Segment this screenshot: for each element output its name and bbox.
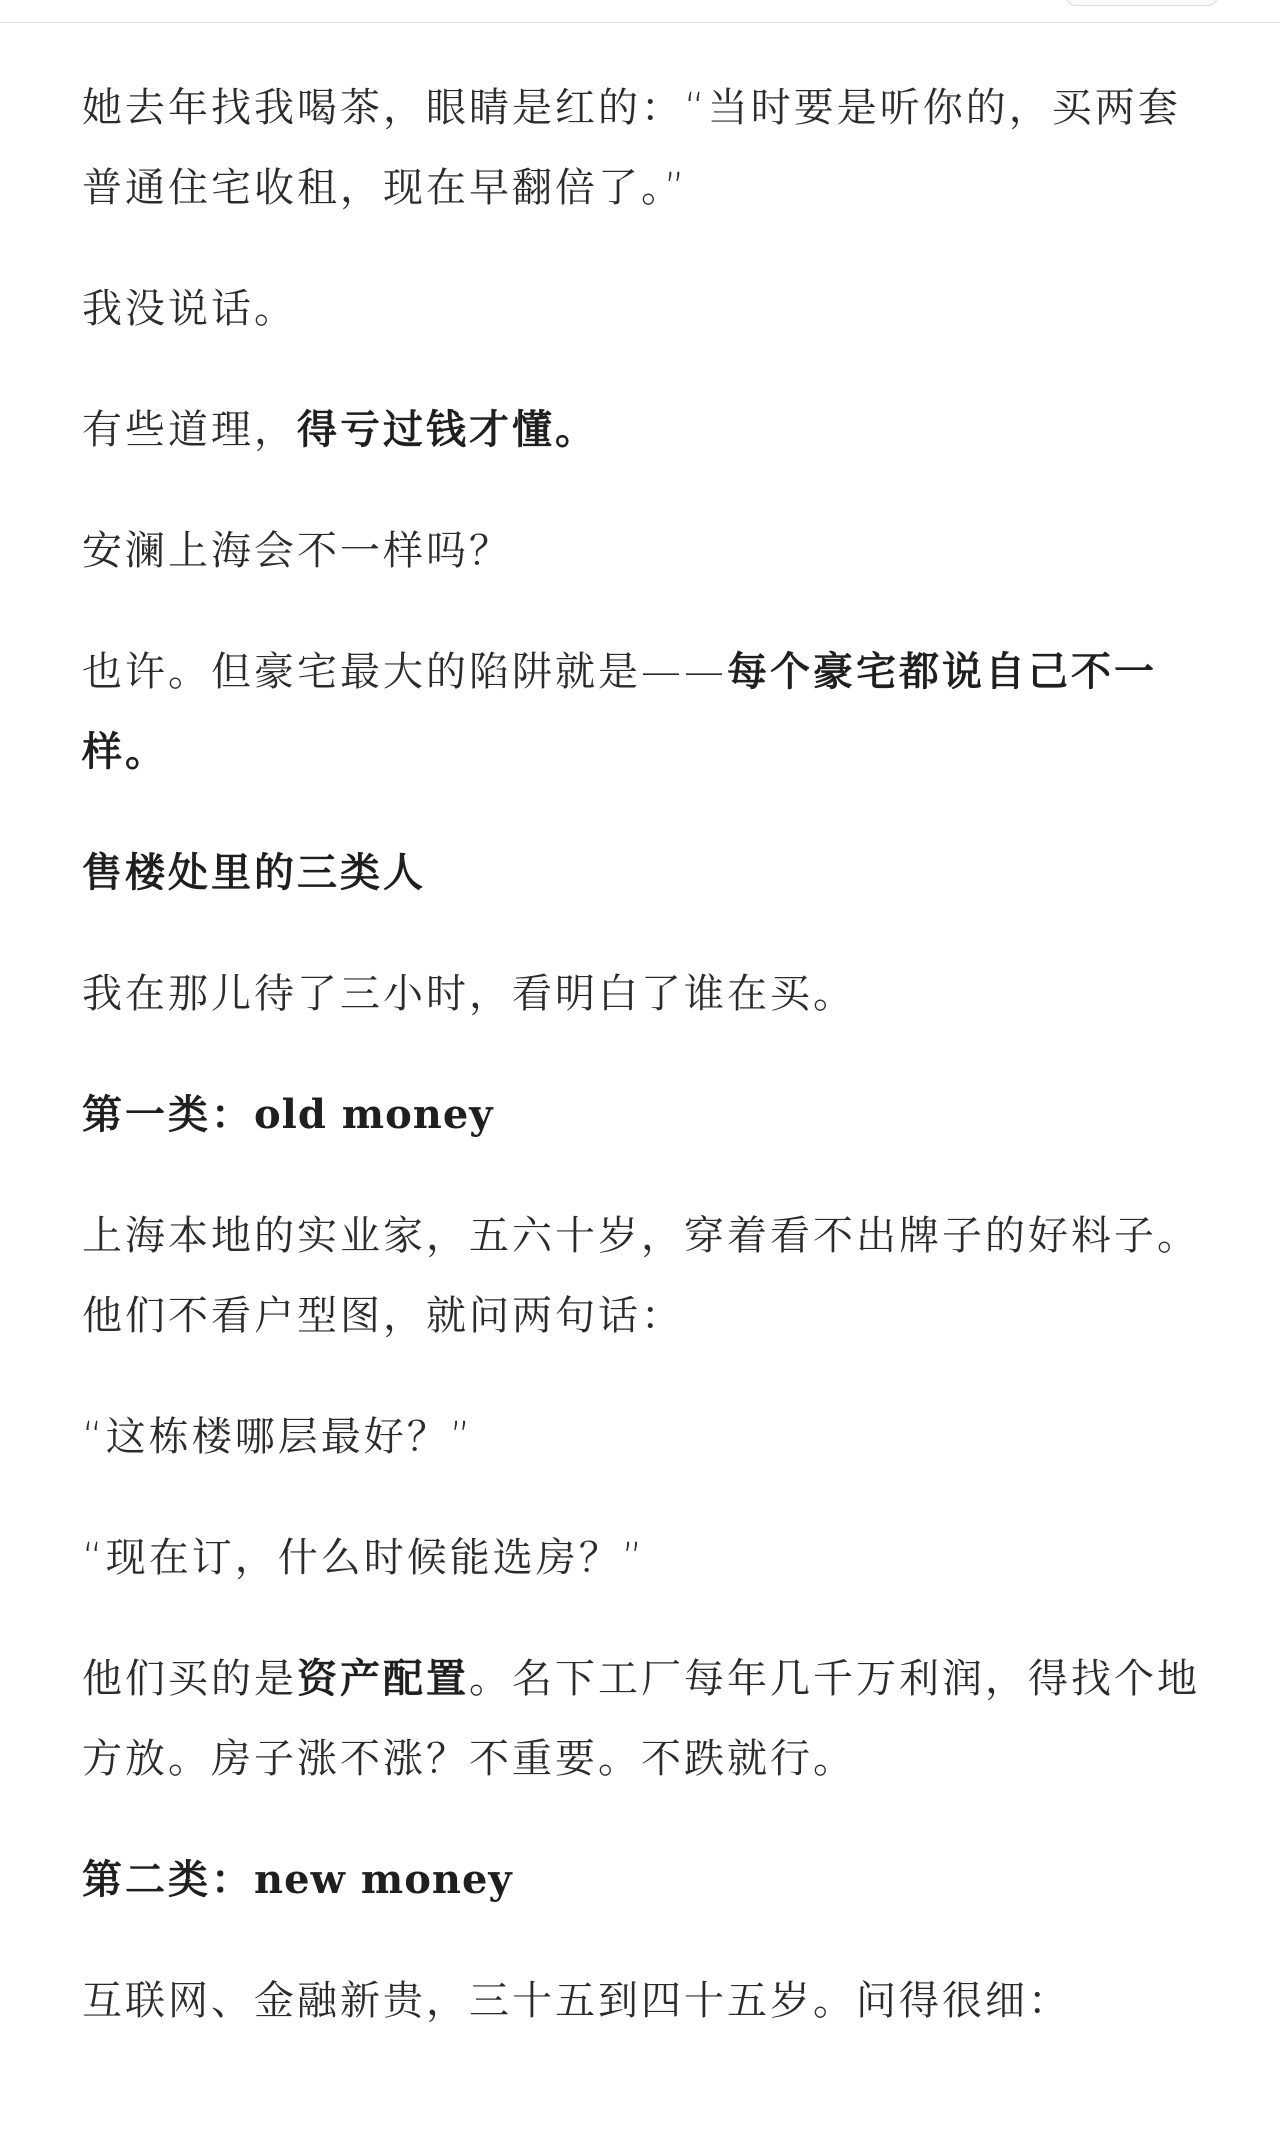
paragraph — [82, 1397, 1202, 1477]
paragraph — [82, 1639, 1202, 1799]
article-body — [82, 68, 1202, 2082]
subsection-heading — [82, 1075, 1202, 1155]
paragraph — [82, 1196, 1202, 1356]
heading-text: 第一类： — [82, 1092, 254, 1138]
heading-latin-text: new money — [254, 1856, 513, 1903]
paragraph-text: 互联网、金融新贵，三十五到四十五岁。问得很细： — [82, 1978, 1071, 2024]
top-pill[interactable] — [1066, 0, 1218, 6]
bold-text: 每个豪宅都说自己不一样。 — [82, 649, 1157, 775]
heading-text: 售楼处里的三类人 — [82, 850, 426, 896]
paragraph-text: 有些道理， — [82, 407, 297, 453]
heading-text: 第二类： — [82, 1857, 254, 1903]
paragraph-text: 他们买的是 — [82, 1656, 297, 1702]
paragraph — [82, 632, 1202, 792]
paragraph — [82, 1961, 1202, 2041]
quote-text: “这栋楼哪层最好？” — [82, 1414, 474, 1460]
top-bar — [0, 0, 1280, 23]
paragraph-text: 安澜上海会不一样吗？ — [82, 528, 512, 574]
paragraph — [82, 954, 1202, 1034]
paragraph — [82, 390, 1202, 470]
paragraph-text: 。名下工厂每年几千万利润，得找个地方放。房子涨不涨？不重要。不跌就行。 — [82, 1656, 1200, 1782]
quote-text: “现在订，什么时候能选房？” — [82, 1535, 646, 1581]
section-heading — [82, 833, 1202, 913]
paragraph-text: 也许。但豪宅最大的陷阱就是—— — [82, 649, 727, 695]
paragraph — [82, 1518, 1202, 1598]
bold-text: 得亏过钱才懂。 — [297, 407, 598, 453]
subsection-heading — [82, 1840, 1202, 1920]
paragraph-text: 我在那儿待了三小时，看明白了谁在买。 — [82, 971, 856, 1017]
bold-text: 资产配置 — [297, 1656, 469, 1702]
paragraph-text: 她去年找我喝茶，眼睛是红的：“当时要是听你的，买两套普通住宅收租，现在早翻倍了。” — [82, 85, 1181, 211]
paragraph-text: 我没说话。 — [82, 286, 297, 332]
paragraph — [82, 269, 1202, 349]
heading-latin-text: old money — [254, 1091, 494, 1138]
paragraph-text: 上海本地的实业家，五六十岁，穿着看不出牌子的好料子。他们不看户型图，就问两句话： — [82, 1213, 1200, 1339]
paragraph — [82, 511, 1202, 591]
paragraph — [82, 68, 1202, 228]
